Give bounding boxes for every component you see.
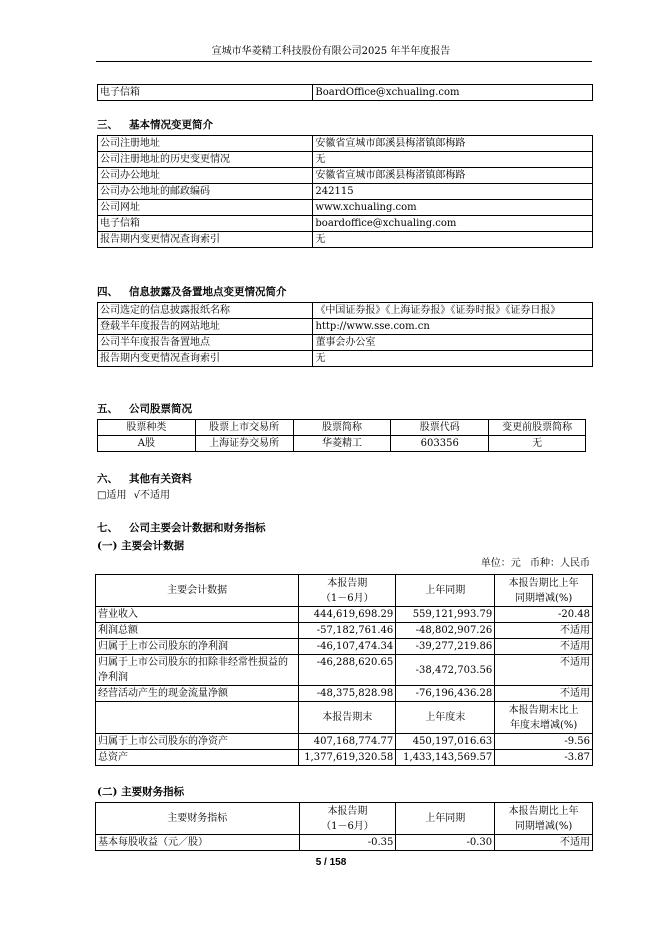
table-header-row <box>96 575 593 607</box>
header-line-1: 本报告期比上年 <box>508 805 579 817</box>
change-value: 不适用 <box>495 686 593 702</box>
prior-value: -48,802,907.26 <box>396 623 495 639</box>
subsection-1-heading: (一) 主要会计数据 <box>97 540 185 552</box>
header-line-1: 本报告期 <box>327 805 368 817</box>
table-header-row <box>96 803 593 835</box>
column-header: 主要财务指标 <box>96 803 300 835</box>
table-row <box>96 623 593 639</box>
table-cell-label: 报告期内变更情况查询索引 <box>98 232 313 248</box>
table-cell-value: 安徽省宣城市郎溪县梅渚镇郎梅路 <box>313 136 593 152</box>
change-value: 不适用 <box>495 639 593 655</box>
table-row <box>98 436 586 452</box>
section-title: 其他有关资料 <box>129 473 192 485</box>
header-line-2: （1－6月） <box>320 592 374 604</box>
row-label: 利润总额 <box>96 623 299 639</box>
table-cell-value: BoardOffice@xchualing.com <box>313 85 593 101</box>
section-title: 信息披露及备置地点变更情况简介 <box>129 286 287 298</box>
table-cell-value: 《中国证券报》《上海证券报》《证券时报》《证券日报》 <box>313 303 593 319</box>
table-cell-label: 公司选定的信息披露报纸名称 <box>98 303 313 319</box>
change-value: 不适用 <box>495 835 593 851</box>
table-cell-value: 无 <box>313 152 593 168</box>
row-label: 营业收入 <box>96 607 299 623</box>
current-value: -0.35 <box>299 835 396 851</box>
current-value: -57,182,761.46 <box>299 623 396 639</box>
change-value: 不适用 <box>495 655 593 686</box>
section-4-heading <box>97 286 287 299</box>
table-row <box>98 168 593 184</box>
table-row <box>98 303 593 319</box>
current-value: 444,619,698.29 <box>299 607 396 623</box>
currency-label: 币种：人民币 <box>530 558 590 569</box>
table-row <box>98 152 593 168</box>
table-cell-label: 公司网址 <box>98 200 313 216</box>
table-row <box>98 319 593 335</box>
table-cell: 603356 <box>391 436 489 452</box>
header-line-2: （1－6月） <box>321 820 374 832</box>
table-cell-label: 公司注册地址 <box>98 136 313 152</box>
current-value: -46,107,474.34 <box>299 639 396 655</box>
table-cell-label: 登载半年度报告的网站地址 <box>98 319 313 335</box>
prior-value: 559,121,993.79 <box>396 607 495 623</box>
table-row <box>96 639 593 655</box>
option-applicable: □适用 <box>97 490 127 501</box>
stock-info-table <box>97 419 586 452</box>
table-row <box>98 232 593 248</box>
column-header: 上年度末 <box>396 702 495 734</box>
column-header <box>495 702 593 734</box>
table-cell-value: www.xchualing.com <box>313 200 593 216</box>
option-not-applicable: √不适用 <box>133 490 171 501</box>
table-cell: 上海证券交易所 <box>195 436 293 452</box>
column-header: 上年同期 <box>396 803 495 835</box>
table-row <box>98 85 593 101</box>
table-cell-value: 董事会办公室 <box>313 335 593 351</box>
table-cell-value: 安徽省宣城市郎溪县梅渚镇郎梅路 <box>313 168 593 184</box>
section-number: 五、 <box>97 403 118 415</box>
applicability-options <box>97 490 170 503</box>
header-line-1: 本报告期 <box>327 577 368 589</box>
current-value: 407,168,774.77 <box>299 734 396 750</box>
column-header <box>495 803 593 835</box>
change-value: -3.87 <box>495 750 593 766</box>
table-row <box>96 655 593 686</box>
section-6-heading <box>97 473 192 486</box>
header-line-1: 本报告期末比上 <box>508 704 579 716</box>
column-header: 股票种类 <box>98 420 196 436</box>
table-cell-label: 电子信箱 <box>98 216 313 232</box>
unit-currency-line <box>400 558 590 571</box>
table-row <box>96 607 593 623</box>
table-cell: A股 <box>98 436 196 452</box>
current-value: -46,288,620.65 <box>299 655 396 686</box>
column-header: 本报告期末 <box>299 702 396 734</box>
prior-value: 450,197,016.63 <box>396 734 495 750</box>
header-line-2: 同期增减(%) <box>514 820 573 832</box>
section-title: 基本情况变更简介 <box>129 119 213 131</box>
prior-value: -39,277,219.86 <box>396 639 495 655</box>
page-header: 宣城市华菱精工科技股份有限公司2025 年半年度报告 <box>211 46 451 57</box>
current-value: 1,377,619,320.58 <box>299 750 396 766</box>
table-row <box>96 750 593 766</box>
table-cell-label: 公司办公地址的邮政编码 <box>98 184 313 200</box>
table-cell: 无 <box>489 436 586 452</box>
table-row <box>98 351 593 367</box>
section-7-heading <box>97 522 266 535</box>
table-cell-label: 报告期内变更情况查询索引 <box>98 351 313 367</box>
page-number: 5 / 158 <box>315 857 347 868</box>
column-header <box>299 575 396 607</box>
change-value: 不适用 <box>495 623 593 639</box>
row-label: 归属于上市公司股东的净资产 <box>96 734 299 750</box>
column-header <box>299 803 396 835</box>
section-number: 六、 <box>97 473 118 485</box>
table-row <box>96 686 593 702</box>
column-header: 变更前股票简称 <box>489 420 586 436</box>
table-row <box>96 835 593 851</box>
table-cell-label: 公司办公地址 <box>98 168 313 184</box>
section-number: 四、 <box>97 286 118 298</box>
table-cell-label: 公司注册地址的历史变更情况 <box>98 152 313 168</box>
table-row <box>98 335 593 351</box>
table-row <box>98 184 593 200</box>
header-line-2: 年度末增减(%) <box>509 719 578 731</box>
table-cell-value: 无 <box>313 232 593 248</box>
table-cell-value: 242115 <box>313 184 593 200</box>
section-5-heading <box>97 403 192 416</box>
table-cell: 华菱精工 <box>293 436 391 452</box>
column-header: 股票代码 <box>391 420 489 436</box>
table-row <box>98 136 593 152</box>
row-label: 归属于上市公司股东的净利润 <box>96 639 299 655</box>
table-row <box>96 734 593 750</box>
accounting-data-table <box>95 574 593 766</box>
prior-value: -76,196,436.28 <box>396 686 495 702</box>
row-label: 归属于上市公司股东的扣除非经常性损益的净利润 <box>96 655 299 686</box>
table-header-row <box>98 420 586 436</box>
basic-info-change-table <box>97 135 593 248</box>
prior-value: -0.30 <box>396 835 495 851</box>
row-label: 基本每股收益（元／股） <box>96 835 300 851</box>
prior-value: 1,433,143,569.57 <box>396 750 495 766</box>
header-line-2: 同期增减(%) <box>514 592 573 604</box>
unit-label: 单位：元 <box>480 558 521 569</box>
table-cell-label: 电子信箱 <box>98 85 313 101</box>
column-header: 主要会计数据 <box>96 575 299 607</box>
column-header: 上年同期 <box>396 575 495 607</box>
change-value: -20.48 <box>495 607 593 623</box>
subsection-2-heading: (二) 主要财务指标 <box>97 786 185 798</box>
column-header: 股票上市交易所 <box>195 420 293 436</box>
section-title: 公司主要会计数据和财务指标 <box>129 522 266 534</box>
disclosure-info-table <box>97 302 593 367</box>
current-value: -48,375,828.98 <box>299 686 396 702</box>
empty-cell <box>96 702 299 734</box>
table-cell-label: 公司半年度报告备置地点 <box>98 335 313 351</box>
prior-value: -38,472,703.56 <box>396 655 495 686</box>
section-3-heading <box>97 119 213 132</box>
email-table <box>97 84 593 101</box>
section-number: 七、 <box>97 522 118 534</box>
column-header <box>495 575 593 607</box>
table-cell-value: boardoffice@xchualing.com <box>313 216 593 232</box>
section-title: 公司股票简况 <box>129 403 192 415</box>
change-value: -9.56 <box>495 734 593 750</box>
financial-indicators-table <box>95 802 593 851</box>
header-line-1: 本报告期比上年 <box>508 577 579 589</box>
section-number: 三、 <box>97 119 118 131</box>
row-label: 总资产 <box>96 750 299 766</box>
table-cell-value: 无 <box>313 351 593 367</box>
table-row <box>98 216 593 232</box>
row-label: 经营活动产生的现金流量净额 <box>96 686 299 702</box>
header-divider <box>96 61 592 62</box>
column-header: 股票简称 <box>293 420 391 436</box>
table-cell-value: http://www.sse.com.cn <box>313 319 593 335</box>
table-row <box>98 200 593 216</box>
table-header-row <box>96 702 593 734</box>
